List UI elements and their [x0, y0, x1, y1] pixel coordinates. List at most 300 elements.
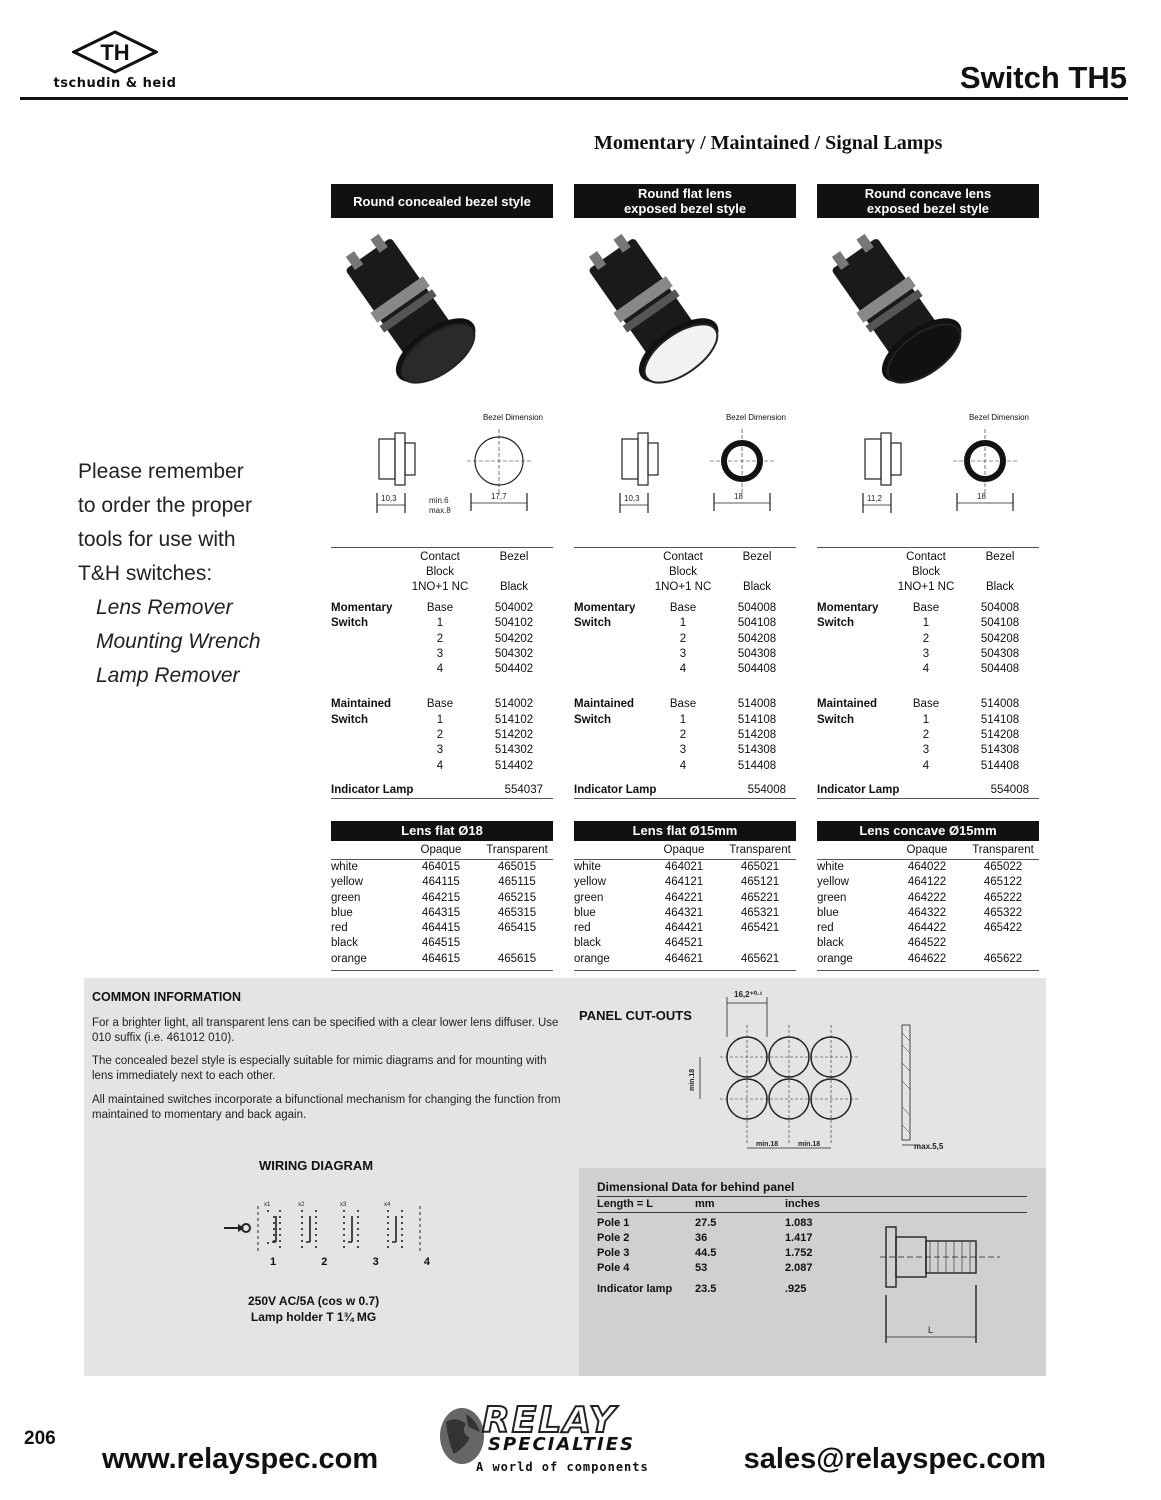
- contact-header: Contact: [663, 551, 703, 563]
- reminder-line: T&H switches:: [78, 562, 213, 585]
- momentary-switch-group: [817, 601, 1039, 677]
- transparent-part: 465421: [740, 922, 780, 935]
- opaque-header: Opaque: [420, 843, 462, 856]
- lens-color: black: [331, 937, 358, 950]
- maintained-switch-group: [331, 697, 553, 773]
- pole-number: 2: [321, 1256, 328, 1268]
- position-label: 4: [436, 663, 444, 676]
- contact-header: Contact: [420, 551, 460, 563]
- lens-table: [574, 841, 796, 971]
- lens-title: Lens flat Ø15mm: [574, 821, 796, 841]
- opaque-part: 464315: [421, 906, 461, 919]
- transparent-part: 465621: [740, 952, 780, 965]
- svg-text:min.18: min.18: [756, 1141, 779, 1148]
- length-inches: 2.087: [785, 1262, 813, 1274]
- position-label: Base: [669, 602, 697, 614]
- dimension-drawing: [817, 413, 1039, 537]
- momentary-switch-group: [574, 601, 796, 677]
- group-label: Switch: [574, 617, 612, 630]
- reminder-line: Please remember: [78, 460, 244, 483]
- pole-label: Pole 1: [597, 1217, 630, 1229]
- globe-icon: [436, 1402, 488, 1466]
- reminder-line: to order the proper: [78, 494, 252, 517]
- lens-header-row: [574, 841, 796, 860]
- part-number: 504208: [980, 632, 1020, 645]
- opaque-part: 464022: [907, 860, 947, 873]
- part-number: 504202: [494, 632, 534, 645]
- contact-value: 1NO+1 NC: [897, 581, 955, 593]
- opaque-part: 464522: [907, 937, 947, 950]
- lens-row: [574, 952, 796, 967]
- opaque-part: 464115: [422, 876, 460, 889]
- common-info-title: COMMON INFORMATION: [92, 990, 242, 1004]
- svg-text:10,3: 10,3: [381, 494, 397, 503]
- pole-number: 4: [423, 1256, 430, 1268]
- logo-specialties: SPECIALTIES: [488, 1434, 636, 1455]
- bezel-value: Black: [742, 581, 772, 593]
- lens-color: green: [574, 891, 604, 904]
- bezel-header: Bezel: [499, 551, 529, 563]
- bezel-dimension-label: Bezel Dimension: [968, 413, 1029, 422]
- part-number: 514408: [980, 759, 1020, 772]
- indicator-lamp-label: Indicator Lamp: [574, 783, 657, 796]
- opaque-part: 464221: [664, 891, 704, 904]
- length-inches: .925: [785, 1283, 807, 1295]
- transparent-header: Transparent: [729, 843, 791, 856]
- position-label: 1: [679, 617, 687, 630]
- spec-header: [817, 548, 1039, 595]
- part-number: 514208: [980, 729, 1020, 742]
- dimensional-data-title: Dimensional Data for behind panel: [597, 1180, 1027, 1197]
- lens-color: white: [331, 860, 358, 873]
- part-number: 514402: [494, 759, 534, 772]
- opaque-part: 464222: [907, 891, 947, 904]
- position-label: 1: [679, 713, 687, 726]
- lens-row: [574, 921, 796, 936]
- opaque-part: 464515: [421, 937, 461, 950]
- switch-photo: [817, 230, 977, 400]
- section-subtitle: Momentary / Maintained / Signal Lamps: [594, 132, 943, 154]
- position-label: 2: [436, 632, 444, 645]
- position-label: 3: [436, 647, 444, 660]
- style-label-line: exposed bezel style: [866, 201, 990, 216]
- position-label: Base: [426, 698, 454, 711]
- logo-relay: RELAY: [482, 1400, 618, 1441]
- lens-color: green: [817, 891, 847, 904]
- transparent-part: 465022: [983, 860, 1023, 873]
- part-number: 514008: [980, 698, 1020, 711]
- part-number: 504002: [494, 602, 534, 614]
- lens-color: red: [817, 922, 834, 935]
- position-label: 2: [922, 729, 930, 742]
- part-number: 514108: [737, 713, 777, 726]
- lens-row: [574, 875, 796, 890]
- bezel-style-label: [331, 184, 553, 218]
- lens-color: white: [574, 860, 601, 873]
- group-label: Switch: [574, 713, 612, 726]
- group-label: Momentary: [817, 602, 879, 614]
- style-label-line: Round flat lens: [638, 186, 732, 201]
- part-number: 504008: [737, 602, 777, 614]
- transparent-part: 465222: [983, 891, 1023, 904]
- lens-title: Lens flat Ø18: [331, 821, 553, 841]
- position-label: 4: [679, 759, 687, 772]
- logo-tagline: A world of components: [476, 1460, 649, 1474]
- lens-row: [817, 891, 1039, 906]
- wiring-pole-numbers: [270, 1256, 430, 1268]
- panel-cutouts-title: PANEL CUT-OUTS: [579, 1008, 692, 1023]
- position-label: 3: [679, 647, 687, 660]
- position-label: 2: [679, 729, 687, 742]
- lens-row: [331, 906, 553, 921]
- svg-text:L: L: [928, 1325, 934, 1335]
- contact-block-table: [574, 547, 796, 799]
- lens-color: blue: [574, 906, 596, 919]
- group-label: Switch: [817, 713, 855, 726]
- svg-text:TH: TH: [100, 40, 130, 65]
- lens-color: white: [817, 860, 844, 873]
- part-number: 504108: [737, 617, 777, 630]
- block-header: Block: [668, 566, 698, 578]
- header-divider: [20, 97, 1128, 100]
- dimension-sketch: [331, 413, 553, 537]
- part-number: 504208: [737, 632, 777, 645]
- tool-item: Lamp Remover: [96, 664, 240, 687]
- block-header: Block: [425, 566, 455, 578]
- spec-header: [331, 548, 553, 595]
- lens-row: [574, 891, 796, 906]
- length-mm: 27.5: [695, 1217, 717, 1229]
- group-label: Maintained: [574, 698, 635, 711]
- lens-color: green: [331, 891, 361, 904]
- position-label: Base: [912, 602, 940, 614]
- part-number: 504408: [980, 663, 1020, 676]
- svg-text:min.18: min.18: [689, 1068, 696, 1091]
- opaque-header: Opaque: [906, 843, 948, 856]
- svg-text:17,7: 17,7: [491, 492, 507, 501]
- part-number: 504308: [737, 647, 777, 660]
- length-mm: 53: [695, 1262, 708, 1274]
- position-label: 1: [436, 617, 444, 630]
- contact-value: 1NO+1 NC: [411, 581, 469, 593]
- product-column: [331, 184, 553, 971]
- position-label: 4: [679, 663, 687, 676]
- lens-header-row: [817, 841, 1039, 860]
- length-mm: 44.5: [695, 1247, 717, 1259]
- lens-row: [331, 952, 553, 967]
- lens-color: blue: [331, 906, 353, 919]
- transparent-part: 465215: [497, 891, 537, 904]
- bezel-style-label: [817, 184, 1039, 218]
- transparent-header: Transparent: [486, 843, 548, 856]
- position-label: 3: [922, 744, 930, 757]
- part-number: 514202: [494, 729, 534, 742]
- bezel-style-label: [574, 184, 796, 218]
- position-label: 1: [922, 617, 930, 630]
- part-number: 514008: [737, 698, 777, 711]
- position-label: 1: [436, 713, 444, 726]
- indicator-lamp-part: 554037: [504, 783, 543, 796]
- product-column: [574, 184, 796, 971]
- lens-color: blue: [817, 906, 839, 919]
- th-logo-icon: [72, 30, 158, 74]
- part-number: 514308: [737, 744, 777, 757]
- svg-text:16,2⁺⁰·¹: 16,2⁺⁰·¹: [734, 990, 763, 999]
- bezel-header: Bezel: [985, 551, 1015, 563]
- transparent-part: 465622: [983, 952, 1023, 965]
- transparent-part: 465415: [497, 922, 537, 935]
- part-number: 514308: [980, 744, 1020, 757]
- bezel-dimension-label: Bezel Dimension: [725, 413, 786, 422]
- page-number: 206: [24, 1428, 56, 1449]
- bezel-header: Bezel: [742, 551, 772, 563]
- relay-specialties-logo: [436, 1398, 676, 1478]
- contact-block-table: [817, 547, 1039, 799]
- maintained-switch-group: [574, 697, 796, 773]
- common-info-paragraph: All maintained switches incorporate a bifunctional mechanism for changing the function from maintained to momentary and back again.: [92, 1094, 561, 1121]
- th-logo: [40, 30, 190, 92]
- opaque-part: 464422: [907, 922, 947, 935]
- lens-row: [574, 860, 796, 875]
- lens-row: [817, 936, 1039, 951]
- page-title: Switch TH5: [959, 60, 1127, 95]
- lens-color: orange: [331, 952, 367, 965]
- part-number: 504108: [980, 617, 1020, 630]
- part-number: 514302: [494, 744, 534, 757]
- transparent-part: 465122: [983, 876, 1023, 889]
- bezel-dimension-label: Bezel Dimension: [482, 413, 543, 422]
- position-label: Base: [912, 698, 940, 711]
- lamp-holder-line: Lamp holder T 1¾ MG: [250, 1310, 377, 1324]
- position-label: 3: [436, 744, 444, 757]
- header-mm: mm: [695, 1198, 715, 1210]
- transparent-part: 465115: [498, 876, 536, 889]
- opaque-part: 464415: [421, 922, 461, 935]
- lens-color: yellow: [574, 876, 606, 889]
- group-label: Maintained: [817, 698, 878, 711]
- common-info-paragraph: For a brighter light, all transparent lens can be specified with a clear lower lens diffuser. Use 010 suffix (i.e. 461012 010).: [92, 1017, 559, 1044]
- transparent-header: Transparent: [972, 843, 1034, 856]
- position-label: 1: [922, 713, 930, 726]
- svg-text:x2: x2: [298, 1202, 305, 1208]
- length-inches: 1.417: [785, 1232, 813, 1244]
- lens-color: orange: [574, 952, 610, 965]
- transparent-part: 465315: [497, 906, 537, 919]
- opaque-part: 464622: [907, 952, 947, 965]
- common-info-paragraph: The concealed bezel style is especially suitable for mimic diagrams and for mounting with lens immediately next to each other.: [92, 1055, 547, 1082]
- position-label: 3: [679, 744, 687, 757]
- indicator-lamp-row: [331, 782, 553, 799]
- opaque-part: 464621: [664, 952, 704, 965]
- header-inches: inches: [785, 1198, 820, 1210]
- transparent-part: [724, 936, 796, 951]
- switch-photo: [574, 230, 734, 400]
- electrical-rating: [248, 1293, 379, 1325]
- style-label-line: exposed bezel style: [623, 201, 747, 216]
- indicator-lamp-part: 554008: [747, 783, 786, 796]
- maintained-switch-group: [817, 697, 1039, 773]
- wiring-diagram-title: WIRING DIAGRAM: [259, 1158, 374, 1173]
- lens-row: [817, 906, 1039, 921]
- dimension-sketch: [817, 413, 1039, 537]
- opaque-part: 464521: [664, 937, 704, 950]
- part-number: 504308: [980, 647, 1020, 660]
- svg-text:x1: x1: [264, 1202, 271, 1208]
- lens-color: black: [574, 937, 601, 950]
- lens-row: [817, 921, 1039, 936]
- opaque-part: 464121: [664, 876, 704, 889]
- opaque-part: 464015: [421, 860, 461, 873]
- pole-label: Indicator lamp: [597, 1283, 673, 1295]
- pole-label: Pole 2: [597, 1232, 630, 1244]
- email-link[interactable]: sales@relayspec.com: [743, 1443, 1046, 1475]
- switch-side-drawing: [880, 1215, 1020, 1345]
- lens-color: yellow: [331, 876, 363, 889]
- transparent-part: 465615: [497, 952, 537, 965]
- lens-row: [331, 891, 553, 906]
- dimension-drawing: [574, 413, 796, 537]
- svg-text:18: 18: [734, 492, 743, 501]
- svg-text:min.18: min.18: [798, 1141, 821, 1148]
- length-mm: 36: [695, 1232, 708, 1244]
- group-label: Maintained: [331, 698, 392, 711]
- lens-table: [817, 841, 1039, 971]
- group-label: Switch: [331, 617, 369, 630]
- dimension-drawing: [331, 413, 553, 537]
- lens-header-row: [331, 841, 553, 860]
- transparent-part: 465321: [740, 906, 780, 919]
- lens-row: [817, 952, 1039, 967]
- lens-row: [574, 936, 796, 951]
- brand-name: tschudin & heid: [53, 76, 177, 91]
- position-label: 2: [922, 632, 930, 645]
- transparent-part: 465322: [983, 906, 1023, 919]
- lens-row: [331, 921, 553, 936]
- length-inches: 1.083: [785, 1217, 813, 1229]
- lens-table: [331, 841, 553, 971]
- transparent-part: 465021: [740, 860, 780, 873]
- transparent-part: [481, 936, 553, 951]
- position-label: 2: [679, 632, 687, 645]
- svg-text:18: 18: [977, 492, 986, 501]
- lens-row: [331, 936, 553, 951]
- part-number: 514208: [737, 729, 777, 742]
- transparent-part: 465422: [983, 922, 1023, 935]
- lens-color: yellow: [817, 876, 849, 889]
- dimensional-header-row: [597, 1197, 1027, 1213]
- panel-cutouts-drawing: [670, 985, 950, 1160]
- pole-number: 1: [270, 1256, 277, 1268]
- svg-text:11,2: 11,2: [867, 494, 882, 503]
- indicator-lamp-part: 554008: [990, 783, 1029, 796]
- part-number: 504302: [494, 647, 534, 660]
- lens-color: orange: [817, 952, 853, 965]
- position-label: 3: [922, 647, 930, 660]
- position-label: Base: [426, 602, 454, 614]
- pole-number: 3: [372, 1256, 379, 1268]
- opaque-part: 464421: [664, 922, 704, 935]
- header-length: Length = L: [597, 1198, 653, 1210]
- group-label: Switch: [331, 713, 369, 726]
- tool-item: Mounting Wrench: [96, 630, 261, 653]
- style-label-line: Round concealed bezel style: [353, 193, 531, 209]
- momentary-switch-group: [331, 601, 553, 677]
- svg-text:x4: x4: [384, 1202, 391, 1208]
- group-label: Switch: [817, 617, 855, 630]
- contact-header: Contact: [906, 551, 946, 563]
- indicator-lamp-row: [574, 782, 796, 799]
- position-label: 4: [436, 759, 444, 772]
- website-link[interactable]: www.relayspec.com: [102, 1443, 379, 1475]
- opaque-part: 464215: [421, 891, 461, 904]
- part-number: 504102: [494, 617, 534, 630]
- transparent-part: 465221: [740, 891, 780, 904]
- bezel-value: Black: [985, 581, 1015, 593]
- lens-color: red: [574, 922, 591, 935]
- part-number: 504408: [737, 663, 777, 676]
- opaque-part: 464021: [664, 860, 704, 873]
- part-number: 504402: [494, 663, 534, 676]
- pole-label: Pole 3: [597, 1247, 630, 1259]
- opaque-part: 464122: [907, 876, 947, 889]
- dimension-sketch: [574, 413, 796, 537]
- svg-text:min.6: min.6: [429, 496, 449, 505]
- svg-text:x3: x3: [340, 1202, 347, 1208]
- part-number: 514002: [494, 698, 534, 711]
- transparent-part: 465015: [497, 860, 537, 873]
- position-label: 4: [922, 759, 930, 772]
- lens-row: [817, 860, 1039, 875]
- indicator-lamp-label: Indicator Lamp: [331, 783, 414, 796]
- svg-text:max.8: max.8: [429, 506, 451, 515]
- group-label: Momentary: [331, 602, 393, 614]
- length-inches: 1.752: [785, 1247, 813, 1259]
- switch-photo: [331, 230, 491, 400]
- indicator-lamp-label: Indicator Lamp: [817, 783, 900, 796]
- position-label: 4: [922, 663, 930, 676]
- lens-row: [331, 860, 553, 875]
- spec-header: [574, 548, 796, 595]
- group-label: Momentary: [574, 602, 636, 614]
- contact-value: 1NO+1 NC: [654, 581, 712, 593]
- pole-label: Pole 4: [597, 1262, 630, 1274]
- indicator-lamp-row: [817, 782, 1039, 799]
- position-label: Base: [669, 698, 697, 711]
- product-column: [817, 184, 1039, 971]
- part-number: 504008: [980, 602, 1020, 614]
- part-number: 514108: [980, 713, 1020, 726]
- opaque-part: 464615: [421, 952, 461, 965]
- lens-color: red: [331, 922, 348, 935]
- part-number: 514408: [737, 759, 777, 772]
- lens-row: [331, 875, 553, 890]
- lens-title: Lens concave Ø15mm: [817, 821, 1039, 841]
- rating-line: 250V AC/5A (cos w 0.7): [248, 1294, 380, 1308]
- lens-row: [817, 875, 1039, 890]
- opaque-part: 464321: [664, 906, 704, 919]
- lens-color: black: [817, 937, 844, 950]
- tool-item: Lens Remover: [96, 596, 233, 619]
- length-mm: 23.5: [695, 1283, 717, 1295]
- opaque-header: Opaque: [663, 843, 705, 856]
- contact-block-table: [331, 547, 553, 799]
- opaque-part: 464322: [907, 906, 947, 919]
- svg-text:10,3: 10,3: [624, 494, 640, 503]
- style-label-line: Round concave lens: [864, 186, 992, 201]
- part-number: 514102: [494, 713, 534, 726]
- bezel-value: Black: [499, 581, 529, 593]
- transparent-part: 465121: [740, 876, 780, 889]
